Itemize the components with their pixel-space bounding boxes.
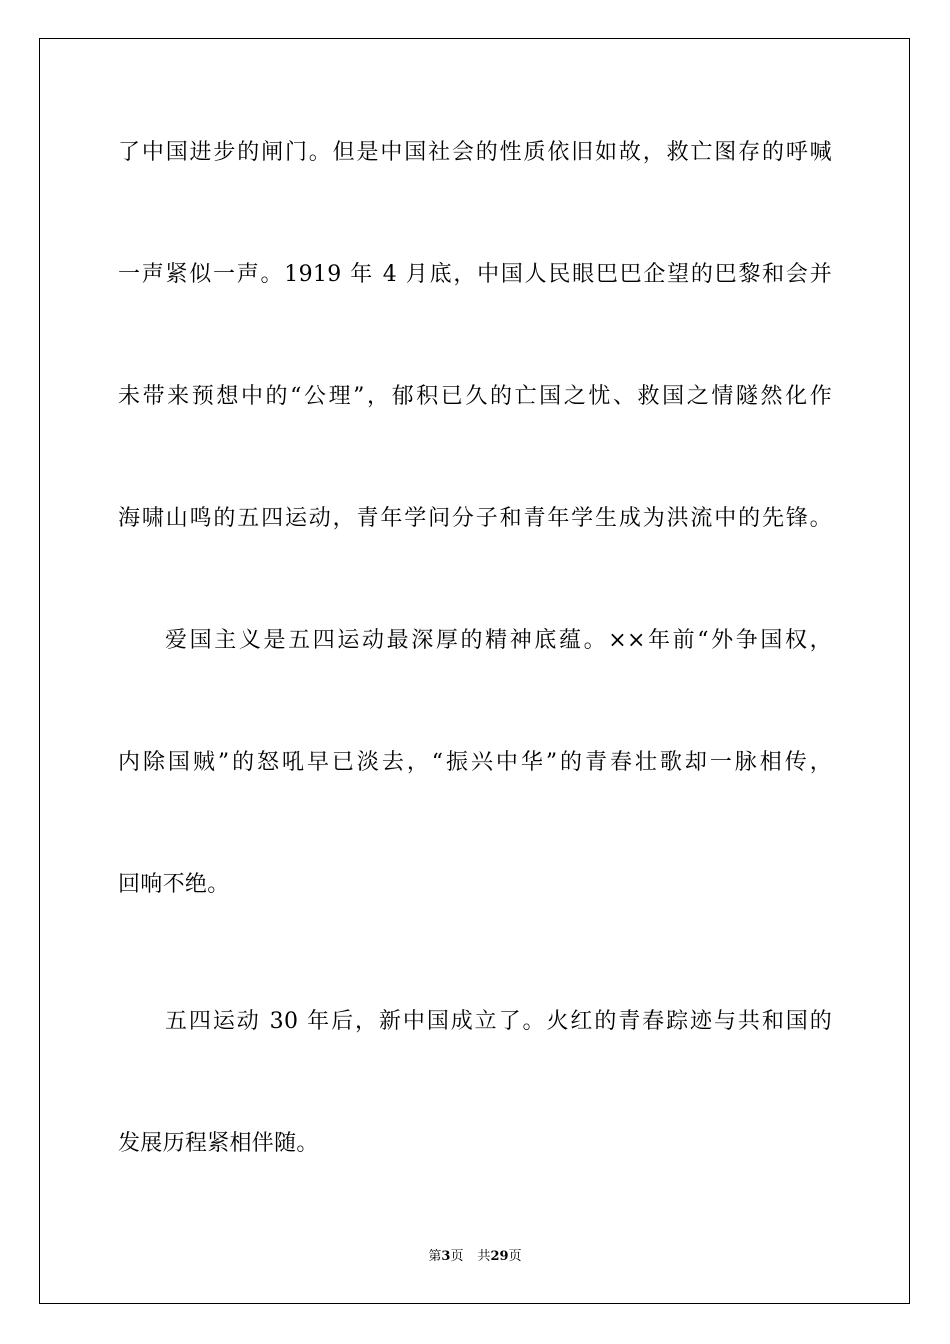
- body-line-3: 未带来预想中的“公理”，郁积已久的亡国之忧、救国之情隧然化作: [118, 384, 832, 409]
- body-line-7: 回响不绝。: [118, 872, 230, 897]
- page-prefix: 第: [428, 1249, 442, 1264]
- body-line-6: 内除国贼”的怒吼早已淡去，“振兴中华”的青春壮歌却一脉相传，: [118, 750, 832, 775]
- total-suffix: 页: [508, 1249, 522, 1264]
- body-line-4: 海啸山鸣的五四运动，青年学问分子和青年学生成为洪流中的先锋。: [118, 506, 832, 531]
- page-number: 3: [441, 1249, 451, 1264]
- page-footer: [0, 1248, 950, 1266]
- body-line-5: 爱国主义是五四运动最深厚的精神底蕴。××年前“外争国权，: [165, 628, 832, 653]
- body-line-2: 一声紧似一声。1919 年 4 月底，中国人民眼巴巴企望的巴黎和会并: [118, 262, 832, 287]
- page-border: [39, 38, 910, 1304]
- body-line-9: 发展历程紧相伴随。: [118, 1131, 319, 1156]
- body-line-8: 五四运动 30 年后，新中国成立了。火红的青春踪迹与共和国的: [165, 1009, 832, 1034]
- total-pages: 29: [490, 1249, 509, 1264]
- page-suffix: 页: [450, 1249, 464, 1264]
- total-prefix: 共: [477, 1249, 491, 1264]
- body-line-1: 了中国进步的闸门。但是中国社会的性质依旧如故，救亡图存的呼喊: [118, 140, 832, 165]
